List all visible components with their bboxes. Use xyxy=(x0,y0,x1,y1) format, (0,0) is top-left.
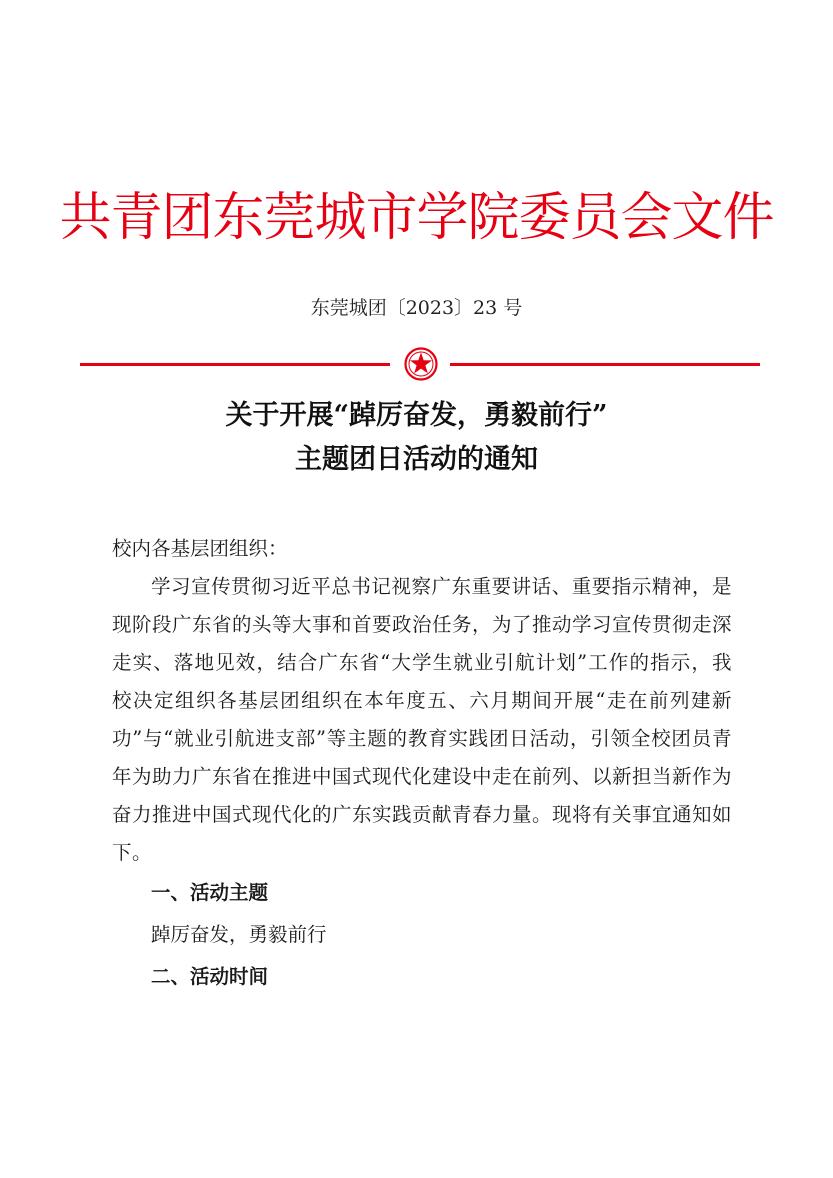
divider-right-rule xyxy=(450,363,760,366)
document-number: 东莞城团〔2023〕23 号 xyxy=(310,297,523,319)
salutation: 校内各基层团组织： xyxy=(112,537,288,560)
red-star-icon xyxy=(404,347,438,381)
section-heading-theme: 一、活动主题 xyxy=(151,881,269,904)
notice-body xyxy=(112,530,732,998)
issuer-title: 共青团东莞城市学院委员会文件 xyxy=(59,188,774,248)
divider-left-rule xyxy=(80,363,390,366)
section-heading-time: 二、活动时间 xyxy=(151,965,269,988)
intro-paragraph: 学习宣传贯彻习近平总书记视察广东重要讲话、重要指示精神，是现阶段广东省的头等大事和首要政治任务，为了推动学习宣传贯彻走深走实、落地见效，结合广东省“大学生就业引航计划”工作的指示，我校决定组织各基层团组织在本年度五、六月期间开展“走在前列建新功”与“就业引航进支部”等主题的教育实践团日活动，引领全校团员青年为助力广东省在推进中国式现代化建设中走在前列、以新担当新作为奋力推进中国式现代化的广东实践贡献青春力量。现将有关事宜通知如下。 xyxy=(112,575,733,864)
header-divider xyxy=(80,345,760,385)
title-line-1: 关于开展“踔厉奋发，勇毅前行” xyxy=(225,400,608,431)
title-line-2: 主题团日活动的通知 xyxy=(295,444,538,475)
notice-title xyxy=(0,394,833,482)
section-theme-text: 踔厉奋发，勇毅前行 xyxy=(151,923,327,946)
